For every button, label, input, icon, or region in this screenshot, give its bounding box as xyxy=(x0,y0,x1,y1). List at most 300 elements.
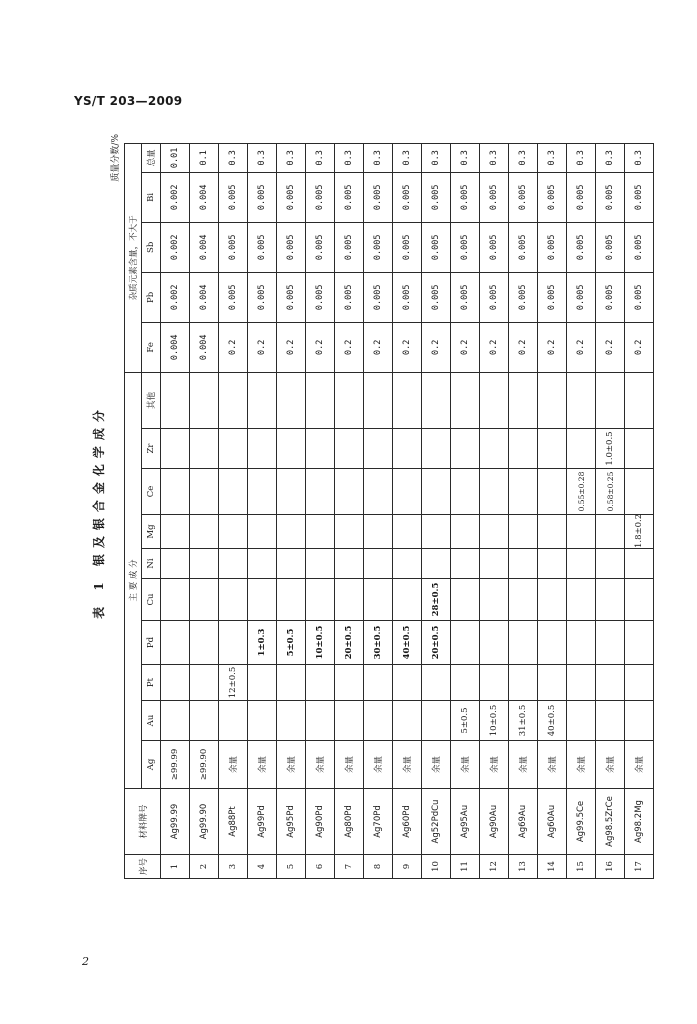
cell-zr xyxy=(335,429,364,469)
cell-total: 0.3 xyxy=(538,143,567,172)
cell-pd: 30±0.5 xyxy=(364,621,393,665)
cell-zr xyxy=(538,429,567,469)
header-main-col: Ag xyxy=(142,741,161,789)
cell-zr xyxy=(306,429,335,469)
cell-mg xyxy=(451,515,480,549)
cell-sb: 0.005 xyxy=(248,222,277,272)
cell-pd xyxy=(538,621,567,665)
cell-seq: 7 xyxy=(335,855,364,879)
cell-mg xyxy=(393,515,422,549)
cell-ag: 余量 xyxy=(509,741,538,789)
table-row xyxy=(306,143,335,878)
cell-pb: 0.005 xyxy=(480,272,509,322)
cell-grade: Ag80Pd xyxy=(335,789,364,855)
cell-pb: 0.005 xyxy=(393,272,422,322)
cell-ag: 余量 xyxy=(451,741,480,789)
cell-ag: 余量 xyxy=(306,741,335,789)
cell-pd xyxy=(190,621,219,665)
cell-bi: 0.005 xyxy=(451,172,480,222)
cell-seq: 5 xyxy=(277,855,306,879)
cell-fe: 0.2 xyxy=(480,322,509,372)
cell-ce xyxy=(393,469,422,515)
cell-other xyxy=(509,372,538,428)
cell-total: 0.3 xyxy=(364,143,393,172)
cell-fe: 0.2 xyxy=(364,322,393,372)
cell-grade: Ag60Pd xyxy=(393,789,422,855)
cell-zr xyxy=(422,429,451,469)
cell-zr xyxy=(190,429,219,469)
cell-zr xyxy=(625,429,654,469)
cell-bi: 0.005 xyxy=(480,172,509,222)
cell-seq: 2 xyxy=(190,855,219,879)
cell-ce xyxy=(364,469,393,515)
cell-pb: 0.005 xyxy=(567,272,596,322)
cell-bi: 0.005 xyxy=(625,172,654,222)
cell-bi: 0.005 xyxy=(335,172,364,222)
cell-pt: 12±0.5 xyxy=(219,665,248,701)
cell-pb: 0.005 xyxy=(596,272,625,322)
cell-pd xyxy=(219,621,248,665)
table-unit: 质量分数/% xyxy=(111,134,121,182)
cell-pd: 20±0.5 xyxy=(335,621,364,665)
cell-ag: 余量 xyxy=(248,741,277,789)
table-row xyxy=(596,143,625,878)
cell-ni xyxy=(393,549,422,579)
cell-ce xyxy=(306,469,335,515)
cell-pd xyxy=(625,621,654,665)
cell-fe: 0.2 xyxy=(277,322,306,372)
cell-ce xyxy=(161,469,190,515)
cell-pb: 0.005 xyxy=(364,272,393,322)
cell-ag: 余量 xyxy=(625,741,654,789)
cell-au xyxy=(248,701,277,741)
cell-fe: 0.2 xyxy=(219,322,248,372)
cell-pd: 20±0.5 xyxy=(422,621,451,665)
cell-au: 10±0.5 xyxy=(480,701,509,741)
cell-bi: 0.005 xyxy=(364,172,393,222)
cell-sb: 0.005 xyxy=(567,222,596,272)
cell-au xyxy=(596,701,625,741)
cell-mg xyxy=(509,515,538,549)
cell-pd: 40±0.5 xyxy=(393,621,422,665)
cell-grade: Ag70Pd xyxy=(364,789,393,855)
table-row xyxy=(625,143,654,878)
cell-sb: 0.004 xyxy=(190,222,219,272)
cell-pd: 10±0.5 xyxy=(306,621,335,665)
cell-other xyxy=(335,372,364,428)
cell-mg xyxy=(422,515,451,549)
cell-pb: 0.005 xyxy=(306,272,335,322)
cell-ce: 0.55±0.28 xyxy=(567,469,596,515)
cell-ce xyxy=(335,469,364,515)
cell-fe: 0.2 xyxy=(422,322,451,372)
cell-ni xyxy=(277,549,306,579)
cell-au: 31±0.5 xyxy=(509,701,538,741)
cell-grade: Ag99.99 xyxy=(161,789,190,855)
cell-grade: Ag98.5ZrCe xyxy=(596,789,625,855)
cell-ag: 余量 xyxy=(335,741,364,789)
cell-au xyxy=(393,701,422,741)
cell-total: 0.3 xyxy=(422,143,451,172)
header-impurity-col: Pb xyxy=(142,272,161,322)
cell-sb: 0.005 xyxy=(422,222,451,272)
table-title: 表 1 银及银合金化学成分 xyxy=(92,404,106,619)
cell-zr xyxy=(364,429,393,469)
cell-pt xyxy=(190,665,219,701)
cell-sb: 0.005 xyxy=(509,222,538,272)
header-impurity-col: Fe xyxy=(142,322,161,372)
cell-pd xyxy=(161,621,190,665)
cell-other xyxy=(596,372,625,428)
cell-mg xyxy=(190,515,219,549)
cell-cu xyxy=(538,579,567,621)
cell-pt xyxy=(625,665,654,701)
cell-sb: 0.005 xyxy=(335,222,364,272)
cell-pt xyxy=(248,665,277,701)
cell-pb: 0.005 xyxy=(219,272,248,322)
cell-bi: 0.005 xyxy=(248,172,277,222)
table-row xyxy=(538,143,567,878)
cell-bi: 0.005 xyxy=(538,172,567,222)
cell-mg xyxy=(538,515,567,549)
cell-zr xyxy=(509,429,538,469)
cell-total: 0.3 xyxy=(625,143,654,172)
cell-zr xyxy=(161,429,190,469)
cell-mg xyxy=(277,515,306,549)
cell-pd xyxy=(567,621,596,665)
cell-total: 0.3 xyxy=(480,143,509,172)
cell-ni xyxy=(596,549,625,579)
cell-fe: 0.2 xyxy=(509,322,538,372)
cell-total: 0.3 xyxy=(335,143,364,172)
cell-other xyxy=(219,372,248,428)
cell-bi: 0.005 xyxy=(277,172,306,222)
header-impurity-group: 杂质元素含量，不大于 xyxy=(125,143,142,372)
cell-bi: 0.005 xyxy=(393,172,422,222)
table-row xyxy=(277,143,306,878)
cell-other xyxy=(625,372,654,428)
cell-total: 0.3 xyxy=(567,143,596,172)
cell-seq: 10 xyxy=(422,855,451,879)
cell-ag: 余量 xyxy=(219,741,248,789)
cell-mg xyxy=(306,515,335,549)
table-row xyxy=(393,143,422,878)
cell-fe: 0.2 xyxy=(596,322,625,372)
cell-au: 5±0.5 xyxy=(451,701,480,741)
cell-pd xyxy=(596,621,625,665)
cell-ag: ≥99.90 xyxy=(190,741,219,789)
cell-pb: 0.005 xyxy=(538,272,567,322)
cell-seq: 1 xyxy=(161,855,190,879)
cell-pt xyxy=(596,665,625,701)
cell-grade: Ag95Au xyxy=(451,789,480,855)
cell-zr: 1.0±0.5 xyxy=(596,429,625,469)
cell-mg xyxy=(161,515,190,549)
cell-grade: Ag69Au xyxy=(509,789,538,855)
cell-ag: 余量 xyxy=(567,741,596,789)
header-main-col: 其他 xyxy=(142,372,161,428)
cell-ag: 余量 xyxy=(538,741,567,789)
header-main-group: 主 要 成 分 xyxy=(125,372,142,788)
cell-cu xyxy=(364,579,393,621)
cell-pd: 1±0.3 xyxy=(248,621,277,665)
cell-cu xyxy=(480,579,509,621)
cell-seq: 16 xyxy=(596,855,625,879)
header-main-col: Zr xyxy=(142,429,161,469)
cell-au xyxy=(306,701,335,741)
cell-ce xyxy=(190,469,219,515)
cell-fe: 0.004 xyxy=(161,322,190,372)
cell-ce xyxy=(451,469,480,515)
cell-cu xyxy=(596,579,625,621)
cell-total: 0.3 xyxy=(451,143,480,172)
cell-cu xyxy=(509,579,538,621)
cell-au xyxy=(161,701,190,741)
cell-sb: 0.002 xyxy=(161,222,190,272)
cell-cu xyxy=(248,579,277,621)
cell-pb: 0.004 xyxy=(190,272,219,322)
cell-seq: 3 xyxy=(219,855,248,879)
cell-pt xyxy=(422,665,451,701)
cell-zr xyxy=(248,429,277,469)
cell-fe: 0.004 xyxy=(190,322,219,372)
composition-table xyxy=(124,143,654,879)
cell-ni xyxy=(364,549,393,579)
cell-bi: 0.005 xyxy=(422,172,451,222)
header-main-col: Pd xyxy=(142,621,161,665)
cell-sb: 0.005 xyxy=(219,222,248,272)
cell-pd xyxy=(509,621,538,665)
cell-grade: Ag95Pd xyxy=(277,789,306,855)
cell-sb: 0.005 xyxy=(451,222,480,272)
cell-pd xyxy=(480,621,509,665)
cell-au xyxy=(277,701,306,741)
cell-pt xyxy=(480,665,509,701)
cell-cu xyxy=(625,579,654,621)
cell-seq: 14 xyxy=(538,855,567,879)
cell-pt xyxy=(567,665,596,701)
cell-zr xyxy=(277,429,306,469)
cell-fe: 0.2 xyxy=(393,322,422,372)
cell-seq: 11 xyxy=(451,855,480,879)
cell-cu xyxy=(277,579,306,621)
cell-mg xyxy=(219,515,248,549)
cell-cu xyxy=(190,579,219,621)
cell-sb: 0.005 xyxy=(596,222,625,272)
cell-ni xyxy=(219,549,248,579)
cell-bi: 0.002 xyxy=(161,172,190,222)
cell-seq: 8 xyxy=(364,855,393,879)
cell-seq: 9 xyxy=(393,855,422,879)
cell-other xyxy=(393,372,422,428)
cell-fe: 0.2 xyxy=(567,322,596,372)
cell-sb: 0.005 xyxy=(306,222,335,272)
cell-au xyxy=(219,701,248,741)
standard-header: YS/T 203—2009 xyxy=(74,94,183,108)
cell-other xyxy=(161,372,190,428)
cell-au xyxy=(364,701,393,741)
cell-au xyxy=(335,701,364,741)
cell-au xyxy=(190,701,219,741)
cell-ce xyxy=(219,469,248,515)
cell-mg xyxy=(480,515,509,549)
cell-seq: 13 xyxy=(509,855,538,879)
table-row xyxy=(219,143,248,878)
cell-au xyxy=(422,701,451,741)
cell-pt xyxy=(509,665,538,701)
cell-pb: 0.002 xyxy=(161,272,190,322)
cell-pt xyxy=(335,665,364,701)
cell-fe: 0.2 xyxy=(248,322,277,372)
table-row xyxy=(451,143,480,878)
cell-mg xyxy=(567,515,596,549)
cell-sb: 0.005 xyxy=(364,222,393,272)
cell-grade: Ag60Au xyxy=(538,789,567,855)
cell-other xyxy=(480,372,509,428)
cell-pt xyxy=(161,665,190,701)
cell-ni xyxy=(306,549,335,579)
cell-fe: 0.2 xyxy=(538,322,567,372)
cell-au: 40±0.5 xyxy=(538,701,567,741)
cell-ce xyxy=(538,469,567,515)
cell-pd xyxy=(451,621,480,665)
cell-other xyxy=(364,372,393,428)
cell-sb: 0.005 xyxy=(393,222,422,272)
cell-ag: 余量 xyxy=(480,741,509,789)
cell-pb: 0.005 xyxy=(248,272,277,322)
header-main-col: Ce xyxy=(142,469,161,515)
table-rotated-wrapper xyxy=(92,134,645,879)
cell-ni xyxy=(480,549,509,579)
cell-cu xyxy=(393,579,422,621)
header-seq: 序号 xyxy=(125,855,161,879)
cell-grade: Ag90Au xyxy=(480,789,509,855)
cell-ce xyxy=(277,469,306,515)
cell-pb: 0.005 xyxy=(625,272,654,322)
cell-other xyxy=(538,372,567,428)
cell-ag: 余量 xyxy=(393,741,422,789)
cell-bi: 0.005 xyxy=(596,172,625,222)
cell-grade: Ag98.2Mg xyxy=(625,789,654,855)
cell-grade: Ag52PdCu xyxy=(422,789,451,855)
cell-total: 0.3 xyxy=(306,143,335,172)
cell-pt xyxy=(306,665,335,701)
cell-ni xyxy=(335,549,364,579)
cell-ni xyxy=(625,549,654,579)
cell-pt xyxy=(538,665,567,701)
table-row xyxy=(509,143,538,878)
cell-cu xyxy=(219,579,248,621)
cell-ag: 余量 xyxy=(596,741,625,789)
cell-au xyxy=(625,701,654,741)
header-impurity-col: Sb xyxy=(142,222,161,272)
cell-pb: 0.005 xyxy=(277,272,306,322)
cell-ni xyxy=(567,549,596,579)
cell-ag: 余量 xyxy=(364,741,393,789)
cell-fe: 0.2 xyxy=(625,322,654,372)
cell-ce xyxy=(480,469,509,515)
cell-pb: 0.005 xyxy=(509,272,538,322)
cell-total: 0.3 xyxy=(596,143,625,172)
cell-ni xyxy=(509,549,538,579)
cell-mg xyxy=(596,515,625,549)
table-row xyxy=(248,143,277,878)
cell-fe: 0.2 xyxy=(306,322,335,372)
cell-other xyxy=(190,372,219,428)
cell-seq: 17 xyxy=(625,855,654,879)
cell-grade: Ag88Pt xyxy=(219,789,248,855)
cell-seq: 6 xyxy=(306,855,335,879)
cell-pt xyxy=(364,665,393,701)
cell-cu xyxy=(161,579,190,621)
cell-total: 0.1 xyxy=(190,143,219,172)
cell-cu xyxy=(451,579,480,621)
cell-pb: 0.005 xyxy=(451,272,480,322)
cell-grade: Ag99.90 xyxy=(190,789,219,855)
cell-total: 0.3 xyxy=(248,143,277,172)
cell-bi: 0.005 xyxy=(306,172,335,222)
cell-other xyxy=(567,372,596,428)
cell-total: 0.01 xyxy=(161,143,190,172)
cell-ce xyxy=(625,469,654,515)
cell-other xyxy=(277,372,306,428)
cell-fe: 0.2 xyxy=(451,322,480,372)
header-main-col: Cu xyxy=(142,579,161,621)
cell-mg xyxy=(364,515,393,549)
cell-zr xyxy=(451,429,480,469)
cell-total: 0.3 xyxy=(509,143,538,172)
cell-total: 0.3 xyxy=(219,143,248,172)
cell-grade: Ag99Pd xyxy=(248,789,277,855)
cell-ag: 余量 xyxy=(277,741,306,789)
cell-zr xyxy=(480,429,509,469)
cell-sb: 0.005 xyxy=(277,222,306,272)
cell-total: 0.3 xyxy=(393,143,422,172)
cell-ni xyxy=(161,549,190,579)
cell-ce xyxy=(248,469,277,515)
cell-cu: 28±0.5 xyxy=(422,579,451,621)
table-row xyxy=(422,143,451,878)
cell-seq: 4 xyxy=(248,855,277,879)
table-row xyxy=(364,143,393,878)
cell-pb: 0.005 xyxy=(335,272,364,322)
cell-other xyxy=(248,372,277,428)
cell-cu xyxy=(306,579,335,621)
cell-fe: 0.2 xyxy=(335,322,364,372)
cell-pt xyxy=(451,665,480,701)
cell-pd: 5±0.5 xyxy=(277,621,306,665)
cell-bi: 0.005 xyxy=(219,172,248,222)
cell-zr xyxy=(567,429,596,469)
table-row xyxy=(567,143,596,878)
cell-other xyxy=(306,372,335,428)
header-impurity-col: Bi xyxy=(142,172,161,222)
page-number: 2 xyxy=(82,955,89,968)
cell-bi: 0.005 xyxy=(509,172,538,222)
cell-zr xyxy=(219,429,248,469)
cell-ag: ≥99.99 xyxy=(161,741,190,789)
cell-mg: 1.8±0.2 xyxy=(625,515,654,549)
cell-grade: Ag99.5Ce xyxy=(567,789,596,855)
cell-mg xyxy=(335,515,364,549)
cell-ni xyxy=(538,549,567,579)
cell-total: 0.3 xyxy=(277,143,306,172)
cell-ce xyxy=(509,469,538,515)
cell-bi: 0.005 xyxy=(567,172,596,222)
cell-ni xyxy=(451,549,480,579)
cell-grade: Ag90Pd xyxy=(306,789,335,855)
cell-ni xyxy=(190,549,219,579)
